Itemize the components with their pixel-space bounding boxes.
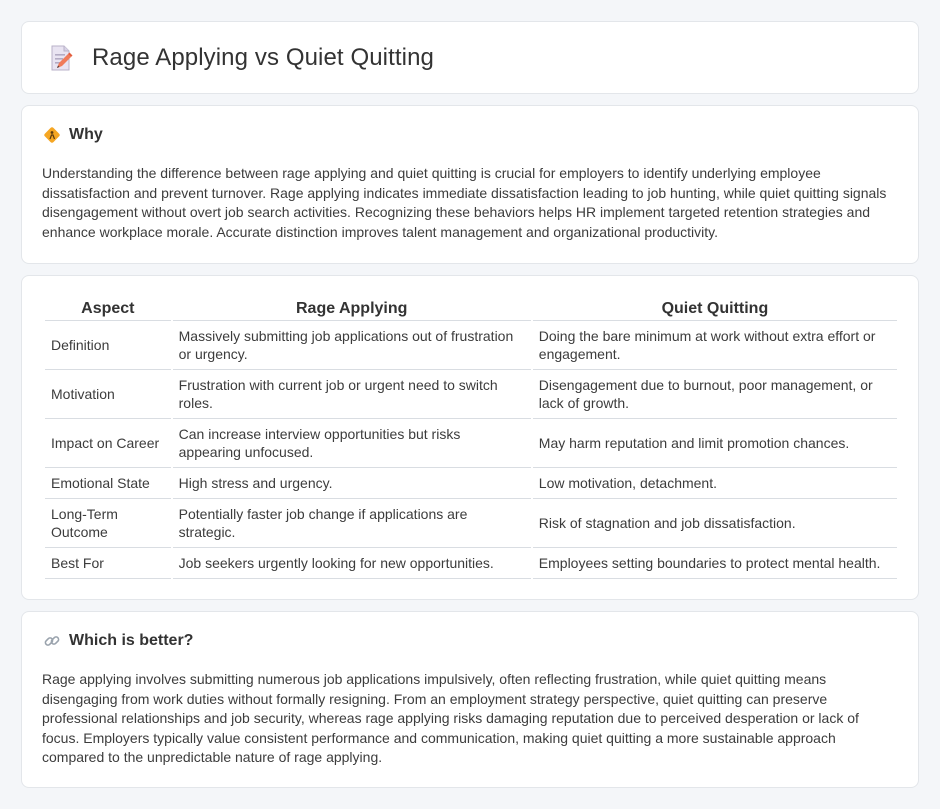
cell-aspect: Emotional State bbox=[45, 468, 171, 499]
table-row bbox=[45, 468, 897, 499]
table-row bbox=[45, 370, 897, 419]
table-row bbox=[45, 548, 897, 579]
cell-quiet: Risk of stagnation and job dissatisfaction. bbox=[533, 499, 897, 548]
title-row bbox=[44, 42, 434, 74]
which-is-better-card bbox=[21, 611, 919, 788]
title-card bbox=[21, 21, 919, 94]
comparison-table bbox=[43, 296, 899, 579]
cell-quiet: Disengagement due to burnout, poor management, or lack of growth. bbox=[533, 370, 897, 419]
page-title: Rage Applying vs Quiet Quitting bbox=[92, 44, 434, 71]
header-rage-applying: Rage Applying bbox=[173, 296, 531, 321]
cell-rage: Can increase interview opportunities but risks appearing unfocused. bbox=[173, 419, 531, 468]
cell-aspect: Motivation bbox=[45, 370, 171, 419]
cell-aspect: Long-Term Outcome bbox=[45, 499, 171, 548]
better-heading bbox=[43, 632, 193, 650]
why-card bbox=[21, 105, 919, 264]
why-text: Understanding the difference between rage applying and quiet quitting is crucial for employers to identify underlying employee dissatisfaction and prevent turnover. Rage applying indicates immediate dissatisfaction leading to job hunting, while quiet quitting signals disengagement without overt job search activities. Recognizing these behaviors helps HR implement targeted retention strategies and enhance workplace morale. Accurate distinction improves talent management and organizational productivity. bbox=[42, 165, 887, 240]
cell-quiet: Low motivation, detachment. bbox=[533, 468, 897, 499]
cell-rage: Massively submitting job applications out of frustration or urgency. bbox=[173, 321, 531, 370]
cell-aspect: Impact on Career bbox=[45, 419, 171, 468]
header-aspect: Aspect bbox=[45, 296, 171, 321]
table-row bbox=[45, 321, 897, 370]
table-header-row bbox=[45, 296, 897, 321]
cell-quiet: Doing the bare minimum at work without extra effort or engagement. bbox=[533, 321, 897, 370]
comparison-card bbox=[21, 275, 919, 600]
why-title: Why bbox=[69, 126, 103, 143]
cell-quiet: Employees setting boundaries to protect mental health. bbox=[533, 548, 897, 579]
cell-quiet: May harm reputation and limit promotion chances. bbox=[533, 419, 897, 468]
link-icon bbox=[43, 632, 61, 650]
header-quiet-quitting: Quiet Quitting bbox=[533, 296, 897, 321]
table-row bbox=[45, 419, 897, 468]
cell-rage: Frustration with current job or urgent need to switch roles. bbox=[173, 370, 531, 419]
cell-rage: Potentially faster job change if applications are strategic. bbox=[173, 499, 531, 548]
cell-aspect: Definition bbox=[45, 321, 171, 370]
diamond-sign-icon bbox=[43, 126, 61, 144]
cell-rage: High stress and urgency. bbox=[173, 468, 531, 499]
table-row bbox=[45, 499, 897, 548]
document-pencil-icon bbox=[44, 42, 76, 74]
cell-rage: Job seekers urgently looking for new opportunities. bbox=[173, 548, 531, 579]
cell-aspect: Best For bbox=[45, 548, 171, 579]
why-heading bbox=[43, 126, 103, 144]
better-text: Rage applying involves submitting numerous job applications impulsively, often reflecting frustration, while quiet quitting means disengaging from work duties without formally resigning. From an employment strategy perspective, quiet quitting can preserve professional relationships and job security, whereas rage applying risks damaging reputation due to perceived desperation or lack of focus. Employers typically value consistent performance and communication, making quiet quitting a more sustainable approach compared to the unpredictable nature of rage applying. bbox=[42, 671, 859, 766]
better-title: Which is better? bbox=[69, 632, 194, 649]
